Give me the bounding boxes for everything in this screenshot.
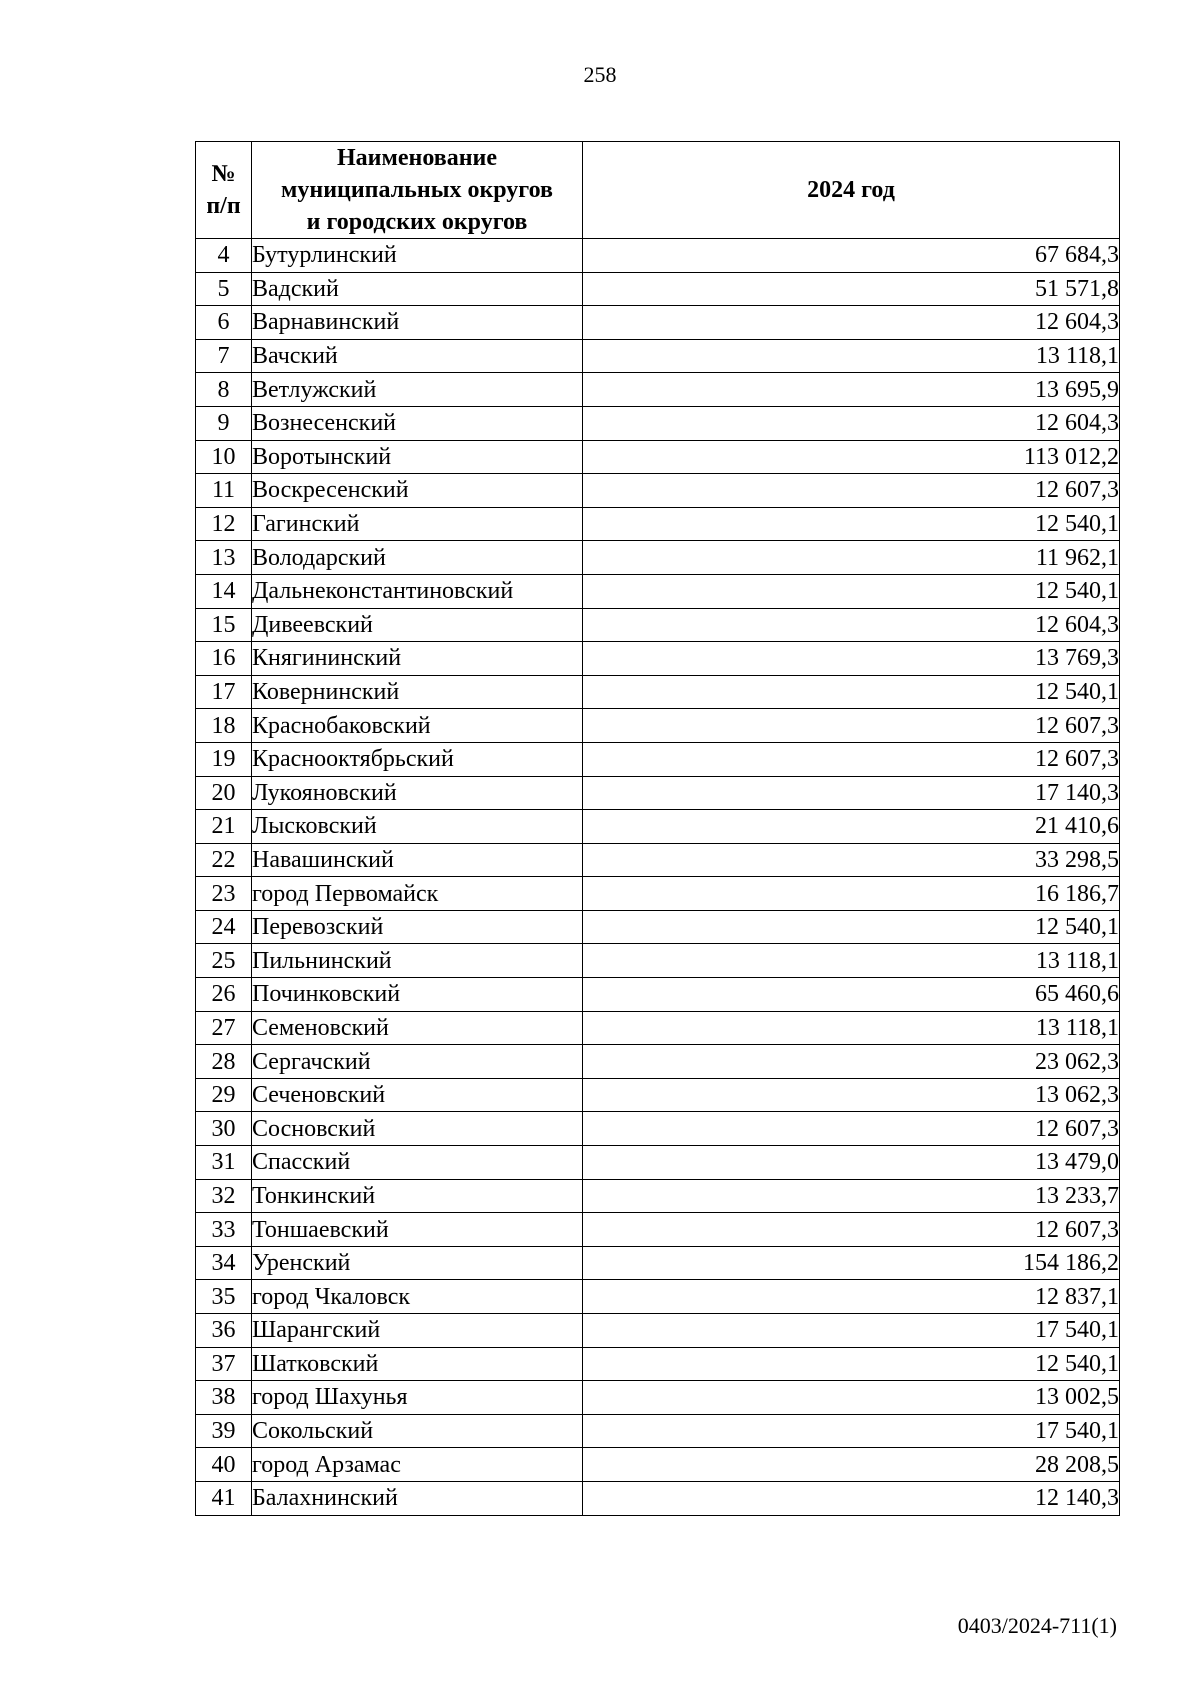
- amount-2024-cell: 23 062,3: [583, 1045, 1120, 1079]
- amount-2024-cell: 113 012,2: [583, 440, 1120, 474]
- amount-2024-cell: 16 186,7: [583, 877, 1120, 911]
- table-row: [196, 541, 1120, 575]
- district-name-cell: Семеновский: [252, 1011, 583, 1045]
- row-number-cell: 12: [196, 507, 252, 541]
- amount-2024-cell: 12 607,3: [583, 1213, 1120, 1247]
- district-name-cell: Шатковский: [252, 1347, 583, 1381]
- district-name-cell: город Чкаловск: [252, 1280, 583, 1314]
- header-name: Наименование муниципальных округов и городских округов: [252, 142, 583, 239]
- row-number-cell: 24: [196, 910, 252, 944]
- district-name-cell: Вадский: [252, 272, 583, 306]
- district-name-cell: Воскресенский: [252, 474, 583, 508]
- district-name-cell: Дивеевский: [252, 608, 583, 642]
- municipal-districts-table: [195, 141, 1120, 1516]
- district-name-cell: Починковский: [252, 978, 583, 1012]
- district-name-cell: Шарангский: [252, 1314, 583, 1348]
- district-name-cell: Сокольский: [252, 1414, 583, 1448]
- district-name-cell: Тонкинский: [252, 1179, 583, 1213]
- amount-2024-cell: 17 140,3: [583, 776, 1120, 810]
- table-row: [196, 1347, 1120, 1381]
- table-row: [196, 978, 1120, 1012]
- table-row: [196, 910, 1120, 944]
- row-number-cell: 33: [196, 1213, 252, 1247]
- amount-2024-cell: 12 140,3: [583, 1481, 1120, 1515]
- amount-2024-cell: 17 540,1: [583, 1314, 1120, 1348]
- amount-2024-cell: 28 208,5: [583, 1448, 1120, 1482]
- row-number-cell: 23: [196, 877, 252, 911]
- district-name-cell: Сосновский: [252, 1112, 583, 1146]
- table-row: [196, 843, 1120, 877]
- row-number-cell: 35: [196, 1280, 252, 1314]
- row-number-cell: 34: [196, 1246, 252, 1280]
- row-number-cell: 5: [196, 272, 252, 306]
- table-row: [196, 1112, 1120, 1146]
- amount-2024-cell: 12 604,3: [583, 406, 1120, 440]
- row-number-cell: 38: [196, 1381, 252, 1415]
- row-number-cell: 20: [196, 776, 252, 810]
- district-name-cell: Уренский: [252, 1246, 583, 1280]
- table-row: [196, 1280, 1120, 1314]
- amount-2024-cell: 13 233,7: [583, 1179, 1120, 1213]
- table-row: [196, 1045, 1120, 1079]
- document-code: 0403/2024-711(1): [957, 1613, 1117, 1638]
- row-number-cell: 14: [196, 574, 252, 608]
- district-name-cell: Сеченовский: [252, 1078, 583, 1112]
- district-name-cell: Краснобаковский: [252, 709, 583, 743]
- row-number-cell: 19: [196, 742, 252, 776]
- table-row: [196, 944, 1120, 978]
- amount-2024-cell: 65 460,6: [583, 978, 1120, 1012]
- district-name-cell: Балахнинский: [252, 1481, 583, 1515]
- district-name-cell: Воротынский: [252, 440, 583, 474]
- district-name-cell: Лысковский: [252, 810, 583, 844]
- table-row: [196, 642, 1120, 676]
- amount-2024-cell: 12 604,3: [583, 306, 1120, 340]
- amount-2024-cell: 154 186,2: [583, 1246, 1120, 1280]
- row-number-cell: 27: [196, 1011, 252, 1045]
- row-number-cell: 31: [196, 1146, 252, 1180]
- row-number-cell: 15: [196, 608, 252, 642]
- amount-2024-cell: 12 540,1: [583, 574, 1120, 608]
- row-number-cell: 13: [196, 541, 252, 575]
- table-row: [196, 608, 1120, 642]
- table-body: [196, 239, 1120, 1516]
- table-row: [196, 406, 1120, 440]
- district-name-cell: Гагинский: [252, 507, 583, 541]
- table-row: [196, 776, 1120, 810]
- row-number-cell: 37: [196, 1347, 252, 1381]
- row-number-cell: 16: [196, 642, 252, 676]
- table-row: [196, 306, 1120, 340]
- table-row: [196, 1448, 1120, 1482]
- row-number-cell: 41: [196, 1481, 252, 1515]
- amount-2024-cell: 51 571,8: [583, 272, 1120, 306]
- table-row: [196, 1414, 1120, 1448]
- header-number: № п/п: [196, 142, 252, 239]
- amount-2024-cell: 12 540,1: [583, 507, 1120, 541]
- table-row: [196, 373, 1120, 407]
- page-number: 258: [583, 62, 617, 87]
- table-row: [196, 1246, 1120, 1280]
- row-number-cell: 10: [196, 440, 252, 474]
- row-number-cell: 30: [196, 1112, 252, 1146]
- row-number-cell: 17: [196, 675, 252, 709]
- district-name-cell: Дальнеконстантиновский: [252, 574, 583, 608]
- district-name-cell: Ковернинский: [252, 675, 583, 709]
- amount-2024-cell: 12 540,1: [583, 1347, 1120, 1381]
- table-row: [196, 1381, 1120, 1415]
- table-row: [196, 1011, 1120, 1045]
- row-number-cell: 7: [196, 339, 252, 373]
- district-name-cell: Лукояновский: [252, 776, 583, 810]
- amount-2024-cell: 33 298,5: [583, 843, 1120, 877]
- table-row: [196, 810, 1120, 844]
- row-number-cell: 21: [196, 810, 252, 844]
- amount-2024-cell: 21 410,6: [583, 810, 1120, 844]
- row-number-cell: 40: [196, 1448, 252, 1482]
- row-number-cell: 36: [196, 1314, 252, 1348]
- district-name-cell: Пильнинский: [252, 944, 583, 978]
- amount-2024-cell: 13 118,1: [583, 944, 1120, 978]
- district-name-cell: город Шахунья: [252, 1381, 583, 1415]
- row-number-cell: 28: [196, 1045, 252, 1079]
- table-header-row: [196, 142, 1120, 239]
- table-row: [196, 675, 1120, 709]
- row-number-cell: 11: [196, 474, 252, 508]
- amount-2024-cell: 13 118,1: [583, 1011, 1120, 1045]
- table-row: [196, 239, 1120, 273]
- amount-2024-cell: 13 002,5: [583, 1381, 1120, 1415]
- row-number-cell: 18: [196, 709, 252, 743]
- district-name-cell: город Первомайск: [252, 877, 583, 911]
- district-name-cell: Бутурлинский: [252, 239, 583, 273]
- district-name-cell: Навашинский: [252, 843, 583, 877]
- district-name-cell: Вознесенский: [252, 406, 583, 440]
- table-row: [196, 877, 1120, 911]
- amount-2024-cell: 13 769,3: [583, 642, 1120, 676]
- amount-2024-cell: 67 684,3: [583, 239, 1120, 273]
- table-row: [196, 742, 1120, 776]
- district-name-cell: Тоншаевский: [252, 1213, 583, 1247]
- row-number-cell: 25: [196, 944, 252, 978]
- row-number-cell: 26: [196, 978, 252, 1012]
- amount-2024-cell: 12 540,1: [583, 675, 1120, 709]
- amount-2024-cell: 12 540,1: [583, 910, 1120, 944]
- amount-2024-cell: 12 837,1: [583, 1280, 1120, 1314]
- district-name-cell: Вачский: [252, 339, 583, 373]
- amount-2024-cell: 13 118,1: [583, 339, 1120, 373]
- table-row: [196, 1213, 1120, 1247]
- table-row: [196, 507, 1120, 541]
- table-row: [196, 272, 1120, 306]
- row-number-cell: 9: [196, 406, 252, 440]
- district-name-cell: Княгининский: [252, 642, 583, 676]
- row-number-cell: 39: [196, 1414, 252, 1448]
- amount-2024-cell: 12 607,3: [583, 709, 1120, 743]
- amount-2024-cell: 12 604,3: [583, 608, 1120, 642]
- row-number-cell: 29: [196, 1078, 252, 1112]
- row-number-cell: 8: [196, 373, 252, 407]
- amount-2024-cell: 12 607,3: [583, 474, 1120, 508]
- table-row: [196, 474, 1120, 508]
- row-number-cell: 22: [196, 843, 252, 877]
- district-name-cell: Спасский: [252, 1146, 583, 1180]
- district-name-cell: Сергачский: [252, 1045, 583, 1079]
- row-number-cell: 4: [196, 239, 252, 273]
- table-row: [196, 574, 1120, 608]
- table-row: [196, 339, 1120, 373]
- district-name-cell: Володарский: [252, 541, 583, 575]
- row-number-cell: 32: [196, 1179, 252, 1213]
- amount-2024-cell: 17 540,1: [583, 1414, 1120, 1448]
- amount-2024-cell: 13 479,0: [583, 1146, 1120, 1180]
- table-row: [196, 1481, 1120, 1515]
- table-row: [196, 1146, 1120, 1180]
- row-number-cell: 6: [196, 306, 252, 340]
- amount-2024-cell: 11 962,1: [583, 541, 1120, 575]
- header-2024-value: 2024 год: [583, 142, 1120, 239]
- district-name-cell: Перевозский: [252, 910, 583, 944]
- table-row: [196, 1179, 1120, 1213]
- table-row: [196, 1314, 1120, 1348]
- amount-2024-cell: 13 062,3: [583, 1078, 1120, 1112]
- table-row: [196, 440, 1120, 474]
- amount-2024-cell: 12 607,3: [583, 742, 1120, 776]
- district-name-cell: Ветлужский: [252, 373, 583, 407]
- district-name-cell: Краснооктябрьский: [252, 742, 583, 776]
- district-name-cell: Варнавинский: [252, 306, 583, 340]
- amount-2024-cell: 13 695,9: [583, 373, 1120, 407]
- table-row: [196, 709, 1120, 743]
- district-name-cell: город Арзамас: [252, 1448, 583, 1482]
- table-row: [196, 1078, 1120, 1112]
- amount-2024-cell: 12 607,3: [583, 1112, 1120, 1146]
